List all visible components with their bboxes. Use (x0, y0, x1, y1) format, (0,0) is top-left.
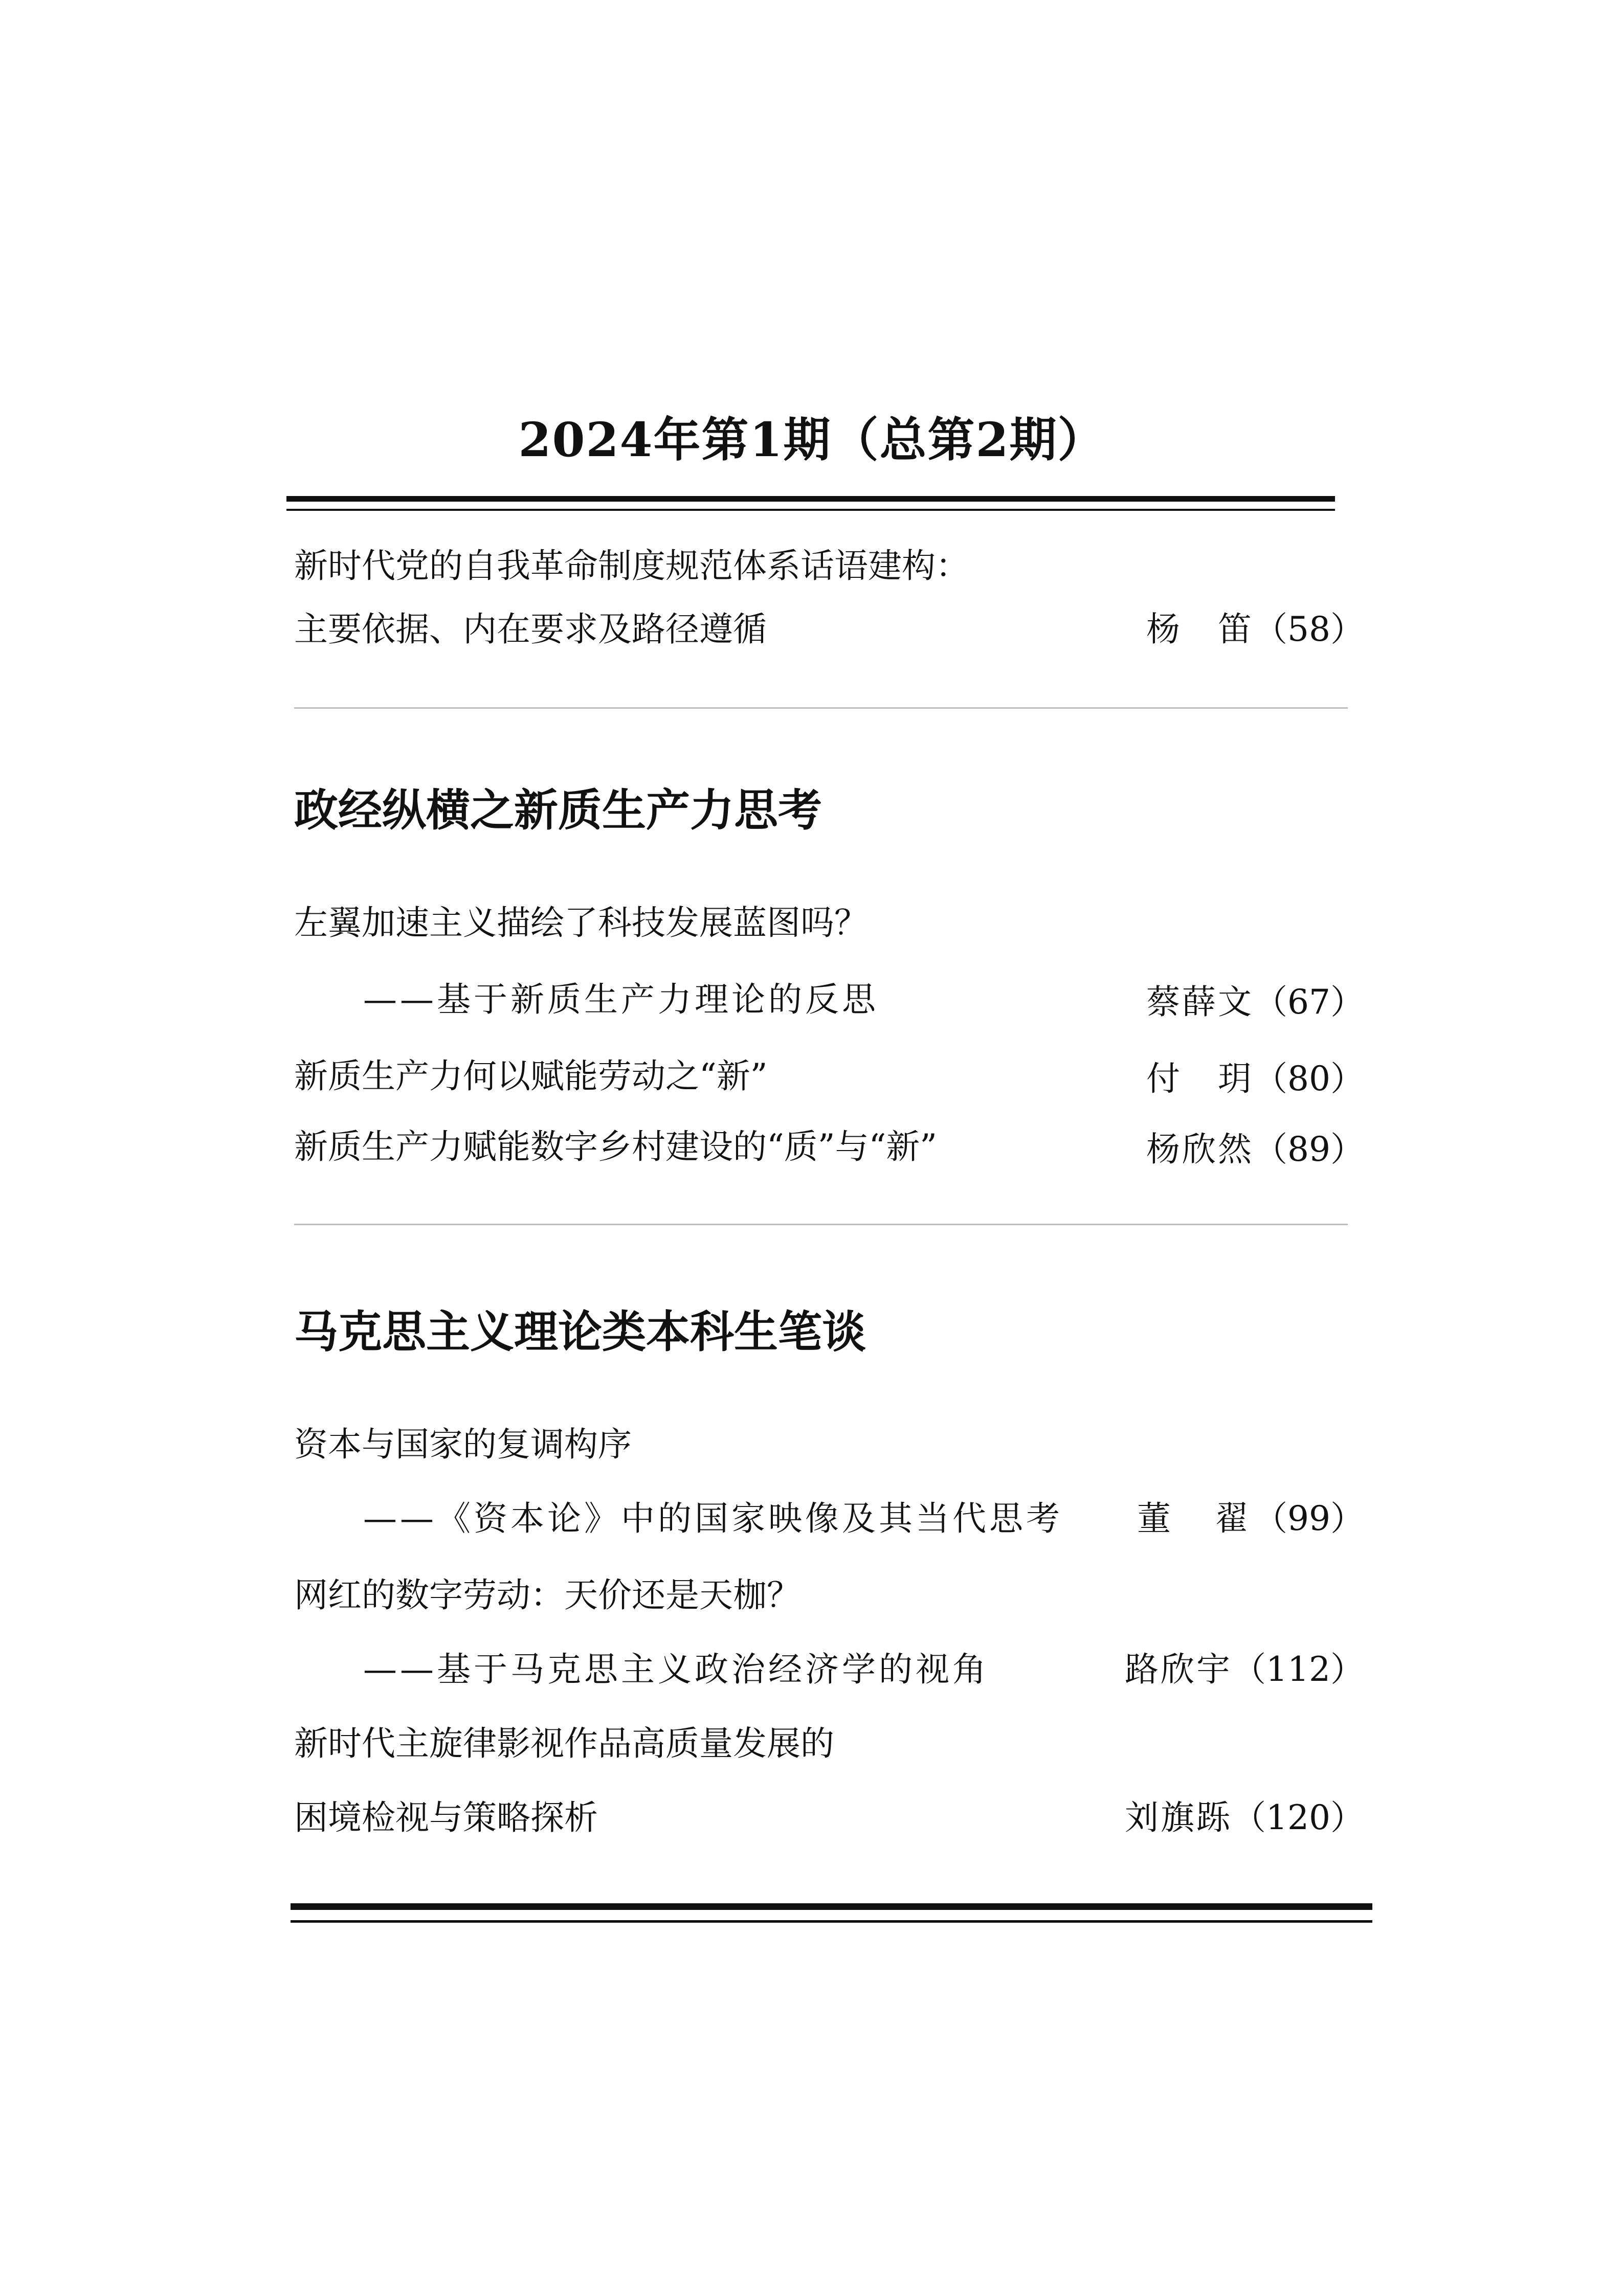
bottom-rule-thin (291, 1920, 1372, 1923)
entry-subtitle: ——基于新质生产力理论的反思 (363, 980, 879, 1019)
author-name: 杨 笛 (1146, 610, 1254, 649)
entry-author (1146, 979, 1364, 1025)
entry-title: 新质生产力何以赋能劳动之“新” (294, 1056, 768, 1096)
bottom-rule-thick (291, 1903, 1372, 1910)
entry-author (1125, 1795, 1364, 1841)
author-name: 蔡薛文 (1146, 982, 1254, 1022)
entry-author (1146, 1056, 1364, 1102)
top-rule-thick (286, 496, 1335, 502)
author-name: 付 玥 (1146, 1059, 1254, 1098)
entry-title-line: 新时代党的自我革命制度规范体系话语建构： (294, 546, 969, 586)
page-number: （89） (1254, 1130, 1364, 1169)
entry-title: 网红的数字劳动：天价还是天枷？ (294, 1575, 800, 1615)
entry-title: 左翼加速主义描绘了科技发展蓝图吗？ (294, 903, 868, 942)
author-name: 董 翟 (1137, 1499, 1254, 1538)
section-heading: 政经纵横之新质生产力思考 (294, 785, 822, 836)
page-number: （120） (1232, 1798, 1364, 1837)
entry-title: 新质生产力赋能数字乡村建设的“质”与“新” (294, 1127, 937, 1166)
author-name: 杨欣然 (1146, 1130, 1254, 1169)
entry-author (1125, 1647, 1364, 1693)
entry-title-line: 主要依据、内在要求及路径遵循 (294, 610, 767, 649)
issue-title: 2024年第1期（总第2期） (518, 412, 1106, 467)
entry-subtitle: ——《资本论》中的国家映像及其当代思考 (363, 1499, 1063, 1538)
page-number: （112） (1232, 1650, 1364, 1689)
page-number: （67） (1254, 982, 1364, 1022)
author-name: 路欣宇 (1125, 1650, 1233, 1689)
entry-author (1146, 606, 1364, 652)
entry-title: 资本与国家的复调构序 (294, 1425, 632, 1464)
section-divider (294, 707, 1348, 709)
section-heading: 马克思主义理论类本科生笔谈 (294, 1307, 866, 1358)
entry-title-line: 新时代主旋律影视作品高质量发展的 (294, 1724, 834, 1763)
page-number: （99） (1254, 1499, 1364, 1538)
page-number: （58） (1254, 610, 1364, 649)
entry-subtitle: ——基于马克思主义政治经济学的视角 (363, 1650, 989, 1689)
entry-author (1137, 1496, 1364, 1542)
entry-author (1146, 1127, 1364, 1173)
page-number: （80） (1254, 1059, 1364, 1098)
section-divider (294, 1224, 1348, 1225)
author-name: 刘旗跞 (1125, 1798, 1233, 1837)
entry-title-line: 困境检视与策略探析 (294, 1798, 598, 1837)
top-rule-thin (286, 509, 1335, 511)
